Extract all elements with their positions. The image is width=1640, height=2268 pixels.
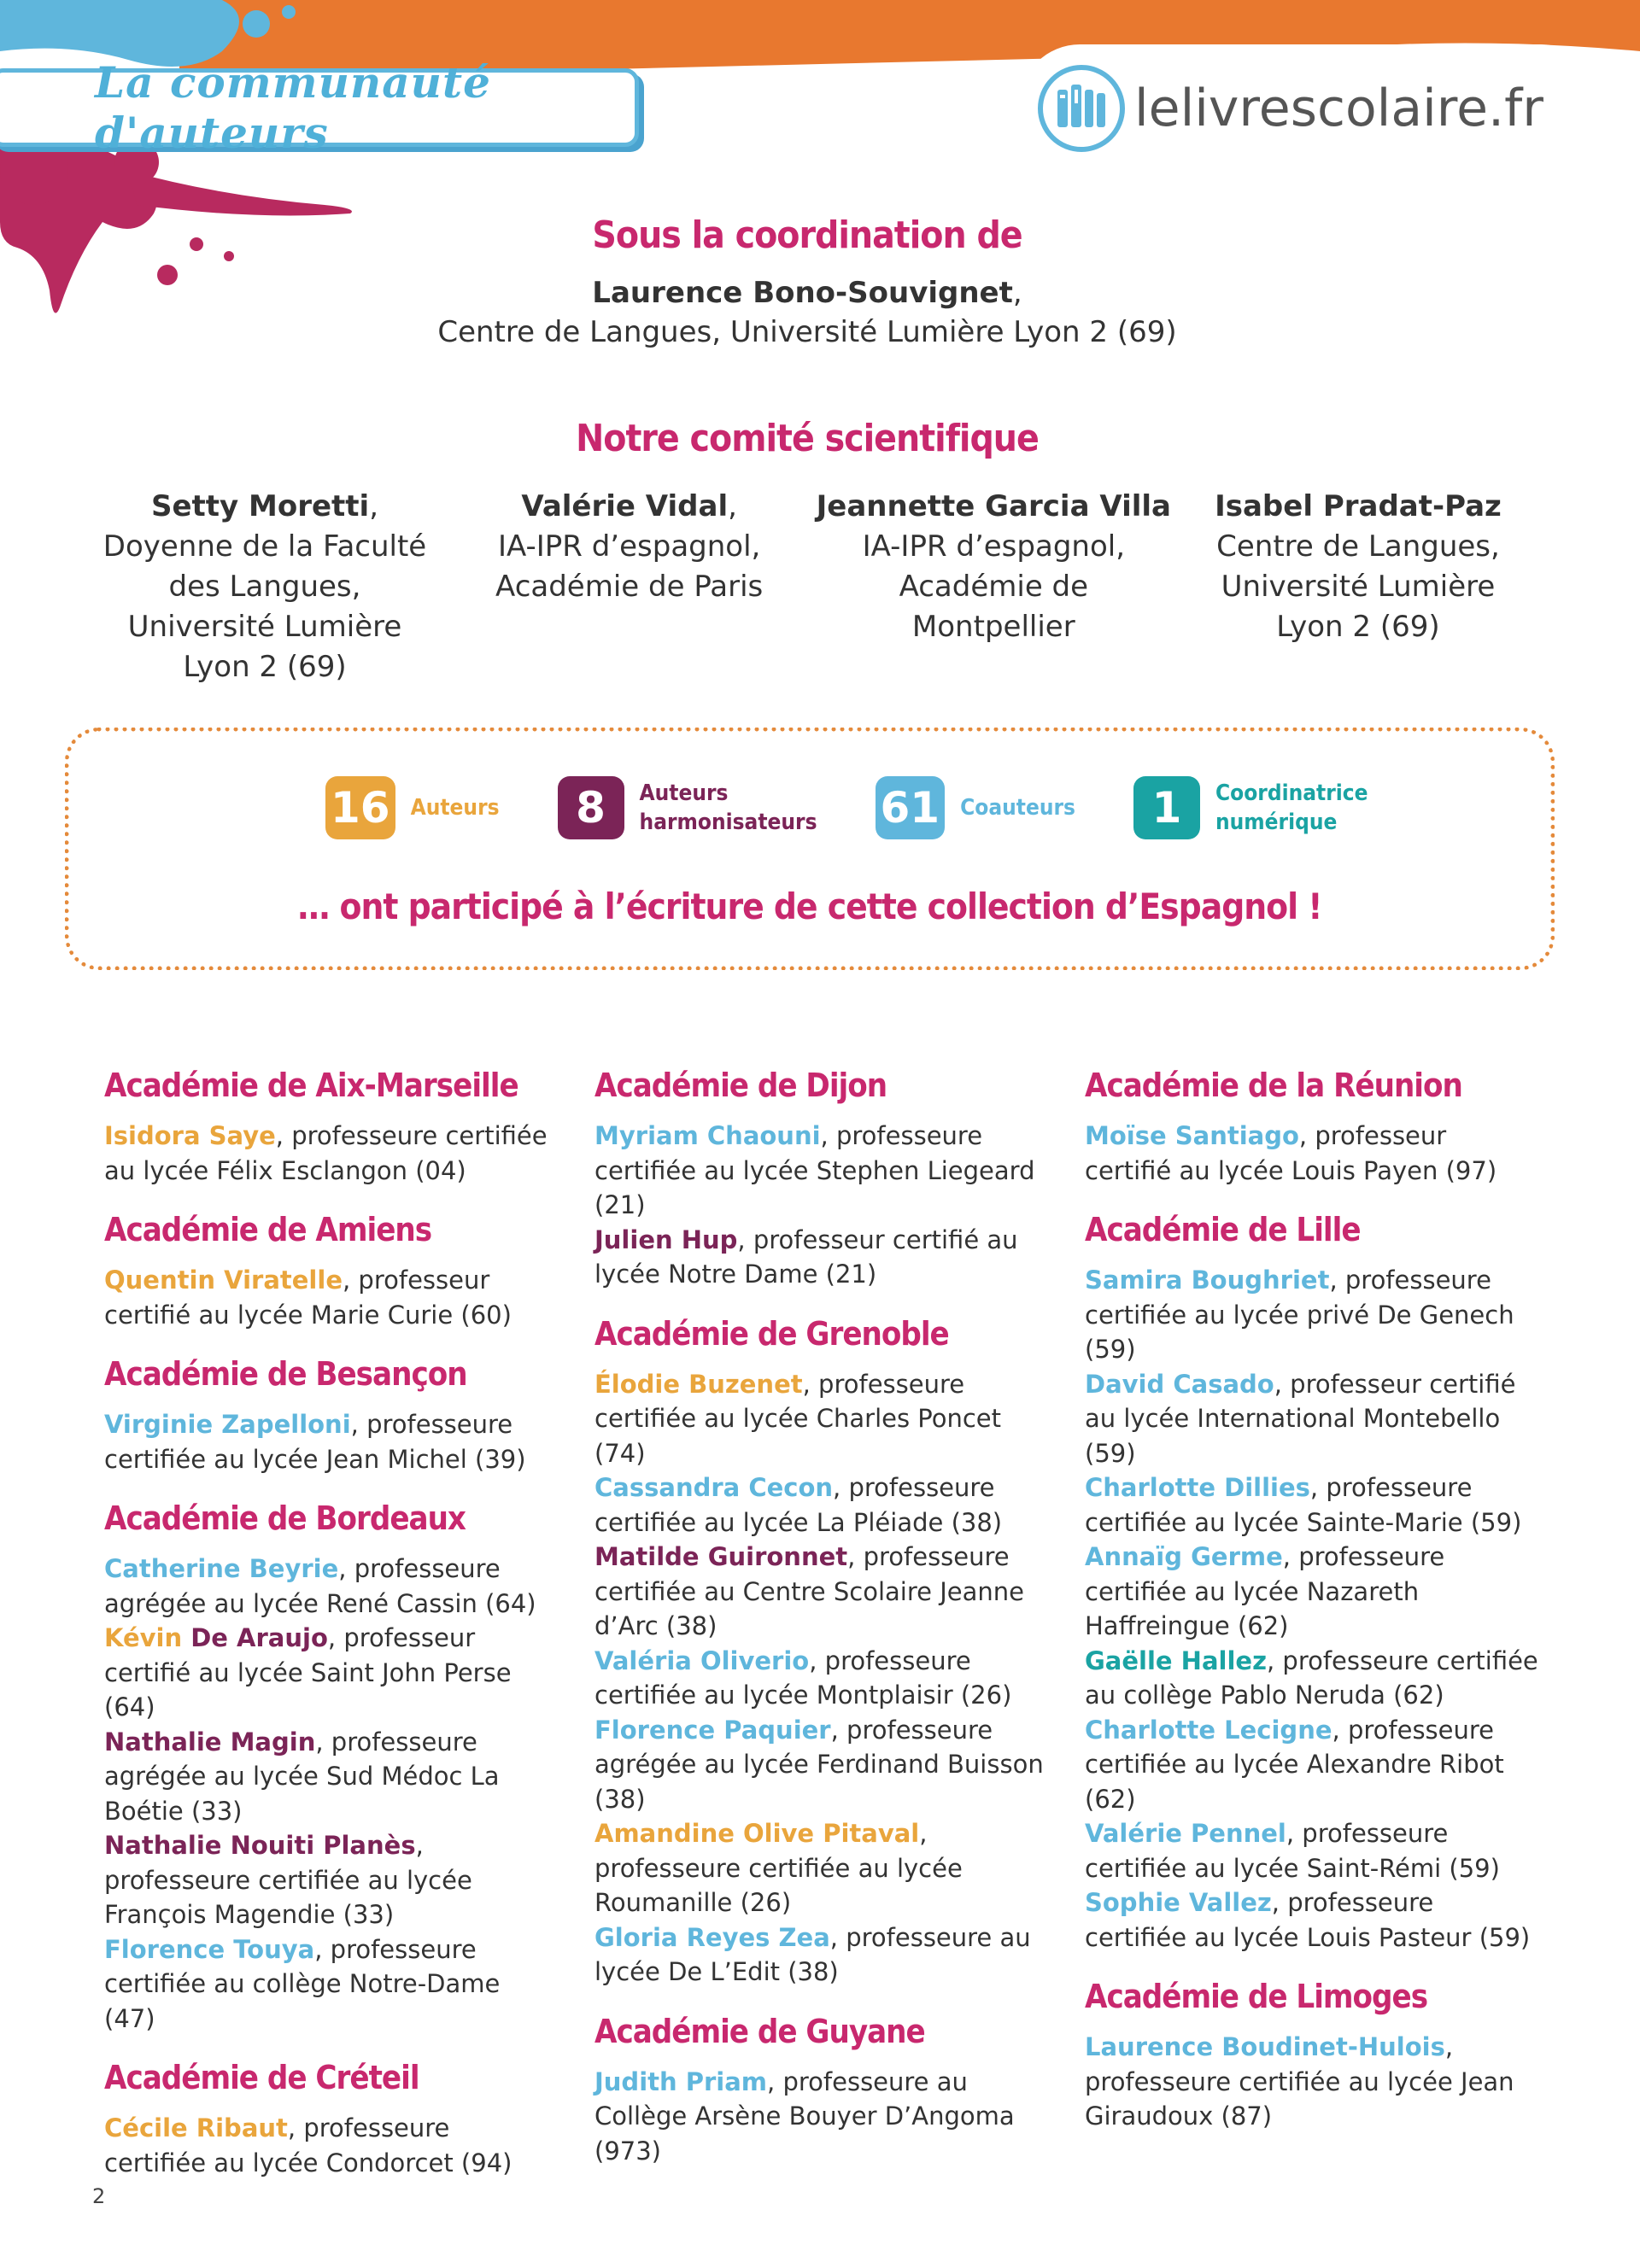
member-name: Isabel Pradat-Paz (1215, 489, 1502, 523)
author-position: , professeure au Collège Arsène Bouyer D’Angoma (973) (594, 2066, 1015, 2166)
academy-title: Académie de Limoges (1085, 1978, 1428, 2015)
author-entry (1085, 1367, 1539, 1471)
academy-block (104, 1208, 559, 1332)
publisher-logo[interactable] (1020, 44, 1601, 172)
author-position: , professeure certifiée au lycée Jean Michel (39) (104, 1410, 526, 1474)
stats-tagline: … ont participé à l’écriture de cette collection d’Espagnol ! (297, 886, 1322, 927)
academies-column (594, 1064, 1049, 2201)
member-line: Université Lumière (127, 610, 402, 644)
author-name: Cassandra Cecon (594, 1473, 834, 1502)
author-name: Julien Hup (594, 1225, 738, 1254)
stats-row (325, 776, 1426, 839)
stat-label (640, 779, 817, 837)
stat-label-line: Auteurs (639, 780, 729, 806)
author-name: Valérie Pennel (1085, 1819, 1286, 1848)
author-name: Catherine Beyrie (104, 1554, 339, 1583)
author-position: , professeure certifiée au lycée Charles Poncet (74) (594, 1369, 1002, 1468)
author-position: , professeur certifié au lycée Saint John Perse (64) (104, 1623, 512, 1721)
academy-title: Académie de Besançon (104, 1355, 467, 1393)
member-name-suffix: , (728, 489, 737, 523)
member-name: Valérie Vidal (521, 489, 729, 523)
stat-authors (325, 776, 500, 839)
member-line: IA-IPR d’espagnol, (862, 529, 1126, 564)
academy-block (104, 1064, 559, 1188)
author-position: , professeure certifiée au lycée privé De Genech (59) (1085, 1266, 1514, 1364)
academy-title: Académie de Grenoble (594, 1314, 949, 1353)
author-name: Matilde Guironnet (594, 1542, 848, 1571)
author-entry (594, 1644, 1049, 1713)
author-name: Nathalie Nouiti Planès (104, 1831, 416, 1860)
committee-title: Notre comité scientifique (576, 417, 1039, 460)
academy-title: Académie de Guyane (594, 2012, 925, 2050)
author-entry (104, 1621, 559, 1725)
author-entry (594, 2065, 1049, 2169)
author-position: , professeure certifiée au lycée Félix Esclangon (04) (104, 1121, 548, 1185)
academy-title: Académie de Créteil (104, 2059, 419, 2096)
author-entry (594, 1713, 1049, 1817)
academies-columns (104, 1064, 1539, 2201)
author-entry (1085, 1540, 1539, 1644)
author-entry (594, 1920, 1049, 1990)
academy-block (594, 2010, 1049, 2169)
section-banner (0, 57, 639, 158)
author-position: , professeure agrégée au lycée Ferdinand Buisson (38) (594, 1715, 1044, 1814)
academy-title: Académie de Aix-Marseille (104, 1067, 518, 1104)
academy-title: Académie de Dijon (594, 1067, 887, 1104)
stat-number: 8 (558, 776, 624, 839)
logo-text: lelivrescolaire.fr (1134, 79, 1543, 138)
author-position: , professeure au lycée De L’Edit (38) (594, 1922, 1031, 1986)
academies-column (104, 1064, 559, 2201)
member-line: Université Lumière (1221, 570, 1496, 604)
author-position: , professeure certifiée au collège Pablo Neruda (62) (1085, 1645, 1538, 1710)
author-entry (1085, 1470, 1539, 1540)
author-name: Valéria Oliverio (594, 1645, 810, 1675)
academy-block (104, 2056, 559, 2180)
author-position: , professeure certifiée au lycée Nazareth Haffreingue (62) (1085, 1542, 1445, 1640)
author-position: , professeure certifiée au lycée Saint-Rémi (59) (1085, 1819, 1500, 1883)
stat-label-line: Auteurs (410, 795, 500, 821)
author-name: Quentin Viratelle (104, 1266, 343, 1295)
author-position: , professeure certifiée au lycée Roumanille (26) (594, 1819, 963, 1917)
coordinator-name-suffix: , (1012, 276, 1022, 310)
committee-member (1179, 487, 1538, 687)
member-line: Lyon 2 (69) (1276, 610, 1440, 644)
author-position: , professeur certifié au lycée Louis Payen (97) (1085, 1121, 1497, 1185)
author-entry (1085, 1119, 1539, 1188)
author-position: , professeur certifié au lycée International Montebello (59) (1085, 1369, 1516, 1468)
author-position: , professeure agrégée au lycée Sud Médoc La Boétie (33) (104, 1727, 500, 1826)
author-position: , professeure certifiée au lycée La Pléiade (38) (594, 1473, 1003, 1537)
academy-title: Académie de Amiens (104, 1211, 432, 1248)
committee-members (85, 487, 1538, 687)
member-line: Doyenne de la Faculté (102, 529, 427, 564)
author-entry (104, 1828, 559, 1932)
member-line: Lyon 2 (69) (183, 650, 347, 684)
member-line: Centre de Langues, (1216, 529, 1500, 564)
author-name: Kévin (104, 1623, 183, 1652)
stat-label-line: Coordinatrice (1215, 780, 1368, 806)
stat-number: 1 (1133, 776, 1200, 839)
author-name: Gloria Reyes Zea (594, 1922, 830, 1952)
academy-block (594, 1064, 1049, 1292)
author-entry (594, 1367, 1049, 1471)
author-entry (1085, 2030, 1539, 2134)
author-position: , professeure certifiée au lycée Louis Pasteur (59) (1085, 1888, 1531, 1952)
author-entry (104, 1407, 559, 1476)
author-entry (1085, 1263, 1539, 1367)
author-position: , professeure certifiée au Centre Scolaire Jeanne d’Arc (38) (594, 1542, 1024, 1640)
author-name: Charlotte Lecigne (1085, 1715, 1332, 1745)
academy-title: Académie de Lille (1085, 1211, 1361, 1248)
author-name: Nathalie Magin (104, 1727, 316, 1757)
author-entry (104, 1552, 559, 1621)
author-entry (104, 1725, 559, 1829)
coordinator-name-line (0, 276, 1614, 310)
member-line: IA-IPR d’espagnol, (497, 529, 761, 564)
author-entry (1085, 1713, 1539, 1817)
member-name: Jeannette Garcia Villa (816, 489, 1171, 523)
committee-member (814, 487, 1173, 687)
author-name: Moïse Santiago (1085, 1121, 1299, 1150)
author-position: , professeure certifiée au lycée Condorcet (94) (104, 2113, 512, 2177)
author-name: Laurence Boudinet-Hulois (1085, 2032, 1445, 2061)
academy-block (104, 1353, 559, 1476)
author-name: Judith Priam (594, 2066, 768, 2096)
stat-label-line: Coauteurs (960, 795, 1075, 821)
author-position: , professeure certifiée au lycée Sainte-Marie (59) (1085, 1473, 1522, 1537)
author-name: Isidora Saye (104, 1121, 276, 1150)
stat-label (960, 793, 1075, 822)
author-position: , professeure certifiée au lycée Stephen Liegeard (21) (594, 1121, 1035, 1219)
author-entry (104, 1932, 559, 2037)
author-name: Sophie Vallez (1085, 1888, 1272, 1917)
academies-column (1085, 1064, 1539, 2201)
author-entry (594, 1816, 1049, 1920)
author-entry (594, 1119, 1049, 1223)
member-line: Académie de Paris (495, 570, 764, 604)
author-name: Virginie Zapelloni (104, 1410, 351, 1439)
author-entry (1085, 1816, 1539, 1885)
author-name: Gaëlle Hallez (1085, 1645, 1267, 1675)
author-position: , professeure certifiée au lycée Jean Giraudoux (87) (1085, 2032, 1514, 2131)
author-entry (104, 1263, 559, 1332)
author-entry (594, 1540, 1049, 1644)
author-name: Florence Touya (104, 1934, 315, 1964)
member-name-suffix: , (369, 489, 379, 523)
academy-title: Académie de la Réunion (1085, 1067, 1462, 1104)
author-name: Amandine Olive Pitaval (594, 1819, 920, 1848)
committee-member (450, 487, 809, 687)
committee-member (85, 487, 444, 687)
coordination-title: Sous la coordination de (592, 213, 1022, 257)
stat-digital-coordinator (1133, 776, 1368, 839)
author-entry (1085, 1644, 1539, 1713)
stat-number: 16 (325, 776, 395, 839)
author-position: , professeure certifiée au collège Notre-Dame (47) (104, 1934, 501, 2033)
member-line: Montpellier (911, 610, 1075, 644)
stat-label (1215, 779, 1368, 837)
academy-block (594, 1312, 1049, 1990)
member-line: Académie de (899, 570, 1089, 604)
author-name: Annaïg Germe (1085, 1542, 1283, 1571)
author-name: Florence Paquier (594, 1715, 831, 1745)
coordinator-affiliation: Centre de Langues, Université Lumière Lyon 2 (69) (437, 315, 1177, 349)
author-name: Myriam Chaouni (594, 1121, 821, 1150)
author-position: , professeur certifié au lycée Notre Dame (21) (594, 1225, 1018, 1289)
stat-coauthors (876, 776, 1075, 839)
stat-label-line: numérique (1215, 810, 1338, 835)
academy-title: Académie de Bordeaux (104, 1499, 466, 1537)
academy-block (104, 1497, 559, 2036)
coordination-section (0, 213, 1614, 349)
banner-title: La communauté d'auteurs (95, 57, 491, 158)
academy-block (1085, 1064, 1539, 1188)
author-position: , professeure agrégée au lycée René Cassin (64) (104, 1554, 536, 1618)
author-entry (104, 2111, 559, 2180)
author-entry (594, 1470, 1049, 1540)
author-position: , professeur certifié au lycée Marie Curie (60) (104, 1266, 512, 1330)
stat-harmonizers (558, 776, 817, 839)
page-number: 2 (92, 2184, 106, 2208)
member-name: Setty Moretti (150, 489, 370, 523)
stat-label (411, 793, 500, 822)
member-line: des Langues, (168, 570, 361, 604)
author-entry (594, 1223, 1049, 1292)
author-name: Samira Boughriet (1085, 1266, 1330, 1295)
author-name: Cécile Ribaut (104, 2113, 288, 2142)
academy-block (1085, 1208, 1539, 1955)
author-name-part: De Araujo (182, 1623, 328, 1652)
author-position: , professeure certifiée au lycée François Magendie (33) (104, 1831, 472, 1929)
books-icon (1037, 64, 1126, 153)
author-entry (104, 1119, 559, 1188)
author-name: David Casado (1085, 1369, 1274, 1399)
academy-block (1085, 1975, 1539, 2134)
stat-number: 61 (876, 776, 946, 839)
stats-box (65, 728, 1555, 970)
author-position: , professeure certifiée au lycée Alexandre Ribot (62) (1085, 1715, 1504, 1814)
author-position: , professeure certifiée au lycée Montplaisir (26) (594, 1645, 1012, 1710)
coordinator-name: Laurence Bono-Souvignet (592, 276, 1013, 310)
author-name: Charlotte Dillies (1085, 1473, 1310, 1502)
author-name: Élodie Buzenet (594, 1369, 803, 1399)
author-entry (1085, 1885, 1539, 1955)
stat-label-line: harmonisateurs (639, 810, 817, 835)
